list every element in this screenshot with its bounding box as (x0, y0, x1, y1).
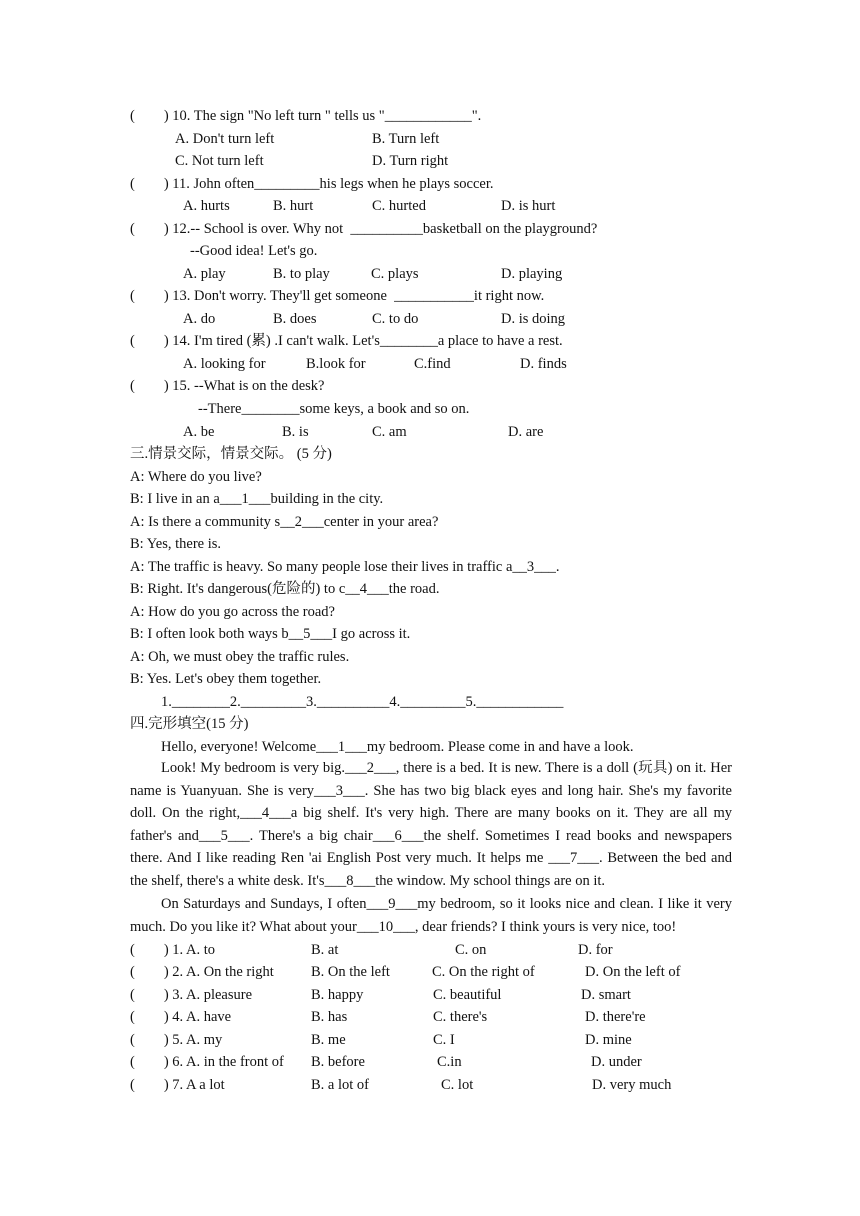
dialogue-line: A: Is there a community s__2___center in your area? (130, 514, 439, 530)
option-b: B. a lot of (311, 1077, 369, 1093)
option-c: C. I (433, 1032, 455, 1048)
option-d: D. Turn right (372, 153, 449, 169)
dialogue-line: A: Oh, we must obey the traffic rules. (130, 649, 350, 665)
choice-question: ( ) 6. A. in the front of (130, 1054, 284, 1070)
option-a: A. looking for (183, 356, 266, 372)
option-b: B. does (273, 311, 317, 327)
option-b: B. On the left (311, 964, 390, 980)
option-a: A. be (183, 424, 215, 440)
choice-question: ( ) 7. A a lot (130, 1077, 225, 1093)
option-b: B. to play (273, 266, 330, 282)
dialogue-line: A: Where do you live? (130, 469, 262, 485)
question-15: ( ) 15. --What is on the desk? (130, 378, 325, 394)
section-4-heading: 四.完形填空(15 分) (130, 716, 249, 732)
question-12-reply: --Good idea! Let's go. (190, 243, 318, 259)
dialogue-line: B: Right. It's dangerous(危险的) to c__4___the road. (130, 581, 440, 597)
question-11: ( ) 11. John often_________his legs when he plays soccer. (130, 176, 494, 192)
option-c: C. lot (441, 1077, 474, 1093)
option-c: C. beautiful (433, 987, 502, 1003)
option-c: C. there's (433, 1009, 488, 1025)
option-c: C. am (372, 424, 407, 440)
section-3-heading: 三.情景交际，情景交际。 (5 分) (130, 446, 332, 462)
option-c: C. plays (371, 266, 419, 282)
option-b: B. at (311, 942, 339, 958)
option-c: C. on (455, 942, 487, 958)
choice-question: ( ) 4. A. have (130, 1009, 232, 1025)
dialogue-line: B: I often look both ways b__5___I go across it. (130, 626, 411, 642)
option-d: D. very much (592, 1077, 672, 1093)
passage-paragraph-2: Look! My bedroom is very big.___2___, there is a bed. It is new. There is a doll (玩具) on it. Her name is Yuanyuan. She is very___3___. She has two big black eyes and long hair. She's my favorite doll. On the right,___4___a big shelf. It's very high. There are many books on it. They are all my father's and___5___. There's a big chair___6___the shelf. Sometimes I read books and newspapers there. And I like reading Ren 'ai English Post very much. It helps me ___7___. Between the bed and the shelf, there's a white desk. It's___8___the window. My school things are on it. (130, 760, 732, 889)
option-a: A. hurts (183, 198, 230, 214)
choice-question: ( ) 3. A. pleasure (130, 987, 253, 1003)
option-d: D. finds (520, 356, 567, 372)
option-c: C. Not turn left (175, 153, 264, 169)
choice-question: ( ) 5. A. my (130, 1032, 223, 1048)
option-b: B. has (311, 1009, 348, 1025)
dialogue-line: A: The traffic is heavy. So many people lose their lives in traffic a__3___. (130, 559, 560, 575)
question-13: ( ) 13. Don't worry. They'll get someone ___________it right now. (130, 288, 545, 304)
passage-paragraph-1: Hello, everyone! Welcome___1___my bedroom. Please come in and have a look. (161, 739, 634, 755)
option-c: C.find (414, 356, 451, 372)
option-c: C. hurted (372, 198, 426, 214)
option-d: D. under (591, 1054, 642, 1070)
question-14: ( ) 14. I'm tired (累) .I can't walk. Let's________a place to have a rest. (130, 333, 563, 349)
option-a: A. do (183, 311, 216, 327)
option-d: D. smart (581, 987, 631, 1003)
option-b: B. is (282, 424, 309, 440)
answer-blanks: 1.________2._________3.__________4._________5.____________ (161, 694, 564, 710)
option-d: D. playing (501, 266, 563, 282)
option-d: D. On the left of (585, 964, 681, 980)
option-d: D. is doing (501, 311, 566, 327)
question-12: ( ) 12.-- School is over. Why not __________basketball on the playground? (130, 221, 598, 237)
option-c: C. On the right of (432, 964, 535, 980)
option-d: D. for (578, 942, 613, 958)
option-d: D. are (508, 424, 544, 440)
option-d: D. there're (585, 1009, 646, 1025)
choice-question: ( ) 2. A. On the right (130, 964, 274, 980)
option-b: B. me (311, 1032, 346, 1048)
option-d: D. mine (585, 1032, 632, 1048)
dialogue-line: B: Yes, there is. (130, 536, 222, 552)
dialogue-line: A: How do you go across the road? (130, 604, 335, 620)
option-b: B. before (311, 1054, 365, 1070)
option-c: C.in (437, 1054, 462, 1070)
option-b: B. Turn left (372, 131, 440, 147)
option-b: B. hurt (273, 198, 314, 214)
question-10: ( ) 10. The sign "No left turn " tells us "____________". (130, 108, 482, 124)
passage-paragraph-3: On Saturdays and Sundays, I often___9___my bedroom, so it looks nice and clean. I like it very much. Do you like it? What about your___10___, dear friends? I think yours is very nice, too! (130, 896, 732, 935)
choice-question: ( ) 1. A. to (130, 942, 215, 958)
question-15-reply: --There________some keys, a book and so on. (198, 401, 470, 417)
dialogue-line: B: Yes. Let's obey them together. (130, 671, 322, 687)
option-a: A. play (183, 266, 226, 282)
option-b: B. happy (311, 987, 364, 1003)
option-d: D. is hurt (501, 198, 556, 214)
option-c: C. to do (372, 311, 419, 327)
dialogue-line: B: I live in an a___1___building in the city. (130, 491, 384, 507)
option-b: B.look for (306, 356, 366, 372)
option-a: A. Don't turn left (175, 131, 275, 147)
